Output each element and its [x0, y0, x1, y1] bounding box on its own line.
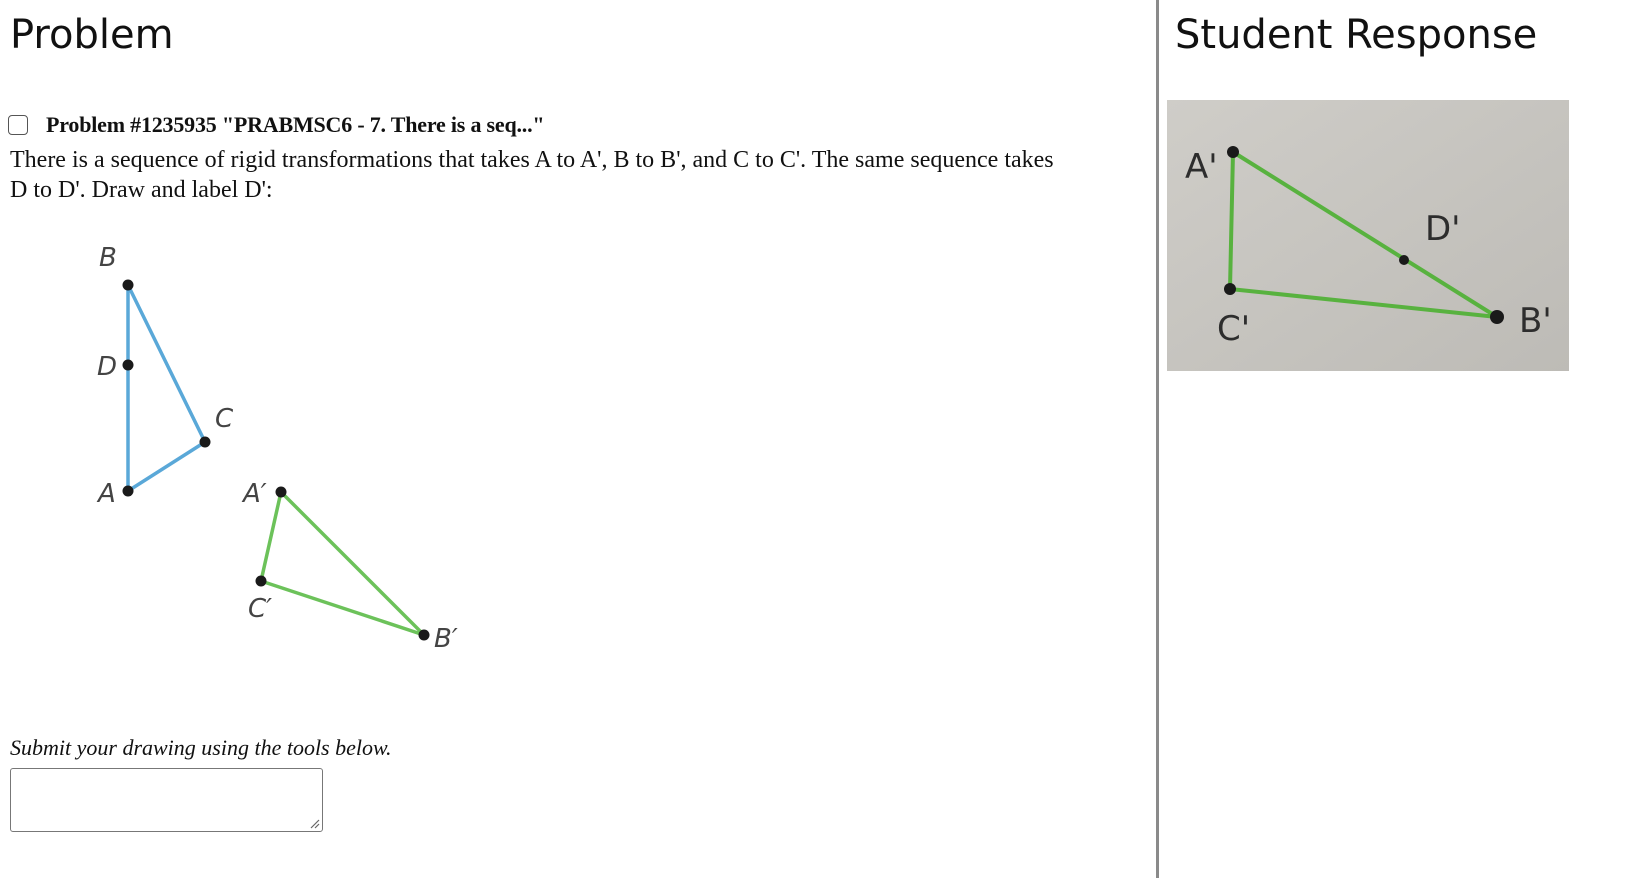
label-b: B: [99, 243, 117, 273]
label-c: C: [215, 404, 234, 434]
label-a-prime: A′: [243, 479, 267, 509]
point-c: [200, 437, 211, 448]
student-response-image: [1167, 100, 1569, 371]
student-point-d-prime: [1399, 255, 1409, 265]
point-c-prime: [256, 576, 267, 587]
submit-instruction: Submit your drawing using the tools below.: [10, 735, 392, 760]
student-label-d-prime: D': [1425, 209, 1461, 249]
triangle-a-b-c-prime: [261, 492, 424, 635]
original-triangle: [96, 243, 234, 509]
label-a: A: [98, 479, 116, 509]
resize-grip-icon[interactable]: [308, 817, 320, 829]
label-d: D: [97, 352, 118, 382]
student-label-c-prime: C': [1217, 309, 1251, 349]
student-point-c-prime: [1224, 283, 1236, 295]
point-b: [123, 280, 134, 291]
point-a-prime: [276, 487, 287, 498]
point-a: [123, 486, 134, 497]
problem-text: There is a sequence of rigid transformations that takes A to A', B to B', and C to C'. The same sequence takes D to D'. Draw and label D':: [10, 147, 1054, 203]
student-point-a-prime: [1227, 146, 1239, 158]
panel-heading-problem: Problem: [10, 12, 174, 58]
problem-select-checkbox[interactable]: [8, 115, 28, 135]
panel-heading-student-response: Student Response: [1175, 12, 1538, 58]
triangle-abc: [128, 285, 205, 491]
student-point-b-prime: [1490, 310, 1504, 324]
problem-figure: [0, 230, 520, 670]
answer-textarea[interactable]: [10, 768, 323, 832]
student-label-a-prime: A': [1185, 147, 1218, 187]
image-triangle: [241, 479, 458, 654]
student-label-b-prime: B': [1519, 301, 1552, 341]
problem-header: [8, 112, 544, 138]
label-c-prime: C′: [248, 594, 273, 624]
point-d: [123, 360, 134, 371]
student-response-panel: [1159, 0, 1652, 878]
label-b-prime: B′: [434, 624, 458, 654]
point-b-prime: [419, 630, 430, 641]
problem-title: Problem #1235935 "PRABMSC6 - 7. There is a seq...": [46, 112, 545, 137]
